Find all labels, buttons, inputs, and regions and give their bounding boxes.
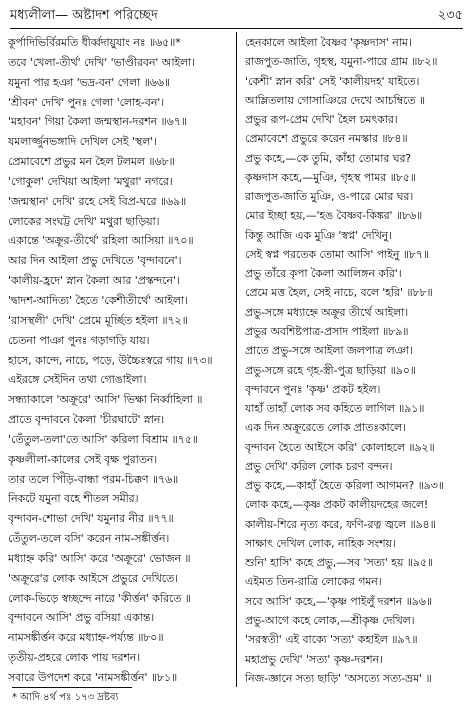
verse-line: চেতনা পাঞা পুনঃ গড়াগড়ি যায়।	[8, 333, 150, 347]
verse-line: এক দিন অক্রূরেতে লোক প্রাতঃকালে।	[245, 421, 406, 435]
verse-line: লোকের সংঘট্ট দেখি' মথুরা ছাড়িয়া।	[8, 214, 160, 228]
verse-line: প্রভু-সঙ্গে রহে গৃহ-স্ত্রী-পুত্র ছাড়িয়া ॥৯০॥	[245, 363, 416, 377]
verse-line: আর দিন আইলা প্রভু দেখিতে 'বৃন্দাবনে'।	[8, 254, 182, 268]
verse-line: প্রভু দেখি' করিল লোক চরণ বন্দন।	[245, 459, 393, 473]
verse-line: 'সরস্বতী' এই বাক্যে 'সত্য' কহাইল ॥৯৭॥	[245, 633, 418, 647]
verse-line: নিকটে যমুনা বহে শীতল সমীর।	[8, 492, 139, 506]
page-number: ২৩৫	[437, 7, 463, 23]
verse-line: প্রেমাবেশে প্রভুরে করেন নমস্কার ॥৮৪॥	[245, 132, 408, 146]
verse-line: বৃন্দাবন-শোভা দেখি' যমুনার নীর ॥৭৭॥	[8, 512, 174, 526]
verse-line: হাসে, কান্দে, নাচে, পড়ে, উচ্চৈঃস্বরে গায় ॥৭৩॥	[8, 353, 213, 367]
verse-line: মহাপ্রভু দেখি' 'সত্য' কৃষ্ণ-দরশন।	[245, 652, 383, 666]
verse-line: বৃন্দাবনে আসি' প্রভু বসিয়া একান্ত।	[8, 611, 155, 625]
verse-line: শুনি' হাসি' কহে প্রভু,—সব 'সত্য' হয় ॥৯৫॥	[245, 556, 433, 570]
verse-line: এইরঙ্গে সেইদিন তথা গোঙাইলা।	[8, 373, 147, 387]
verse-line: নিজ-জ্ঞানে সত্য ছাড়ি' 'অসত্যে সত্য-ভ্রম' ॥	[245, 671, 432, 685]
verse-line: 'মহাবন' গিয়া কৈলা জন্মস্থান-দরশন ॥৬৭॥	[8, 115, 187, 129]
verse-line: প্রভুর রূপ-প্রেম দেখি' হৈল চমৎকার।	[245, 113, 398, 127]
verse-line: কৃষ্ণদাস কহে,—মুঞি, গৃহস্থ পামর ॥৮৫॥	[245, 170, 416, 184]
verse-line: তৃতীয়-প্রহরে লোক পায় দরশন।	[8, 651, 141, 665]
page-header	[10, 4, 463, 29]
verse-line: প্রভু-সঙ্গে মধ্যাহ্নে অক্রূর তীর্থে আইলা।	[245, 305, 409, 319]
verse-line: 'গোকুল' দেখিয়া আইলা 'মথুরা' নগরে।	[8, 174, 173, 188]
verse-line: মোর ইচ্ছা হয়,—'হঙ বৈষ্ণব-কিঙ্কর' ॥৮৬॥	[245, 209, 423, 223]
verse-line: তেঁতুল-তলে বসি' করেন নাম-সঙ্কীর্ত্তন।	[8, 532, 170, 546]
verse-line: লোক কহে,—কৃষ্ণ প্রকট কালীয়দহের জলে!	[245, 498, 429, 512]
verse-line: সবে আসি' কহে,—'কৃষ্ণ পাইলুঁ দরশন ॥৯৬॥	[245, 594, 432, 608]
chapter-title: মধ্যলীলা— অষ্টাদশ পরিচ্ছেদ	[10, 7, 158, 23]
verse-line: সন্ধ্যাকালে 'অক্রূরে' আসি' ভিক্ষা নির্ব্বাহিলা ॥	[8, 393, 203, 407]
verse-line: তার তলে পিঁড়ি-বান্ধা পরম-চিক্কণ ॥৭৬॥	[8, 472, 179, 486]
verse-line: যাহাঁ তাহাঁ লোক সব কহিতে লাগিল ॥৯১॥	[245, 402, 425, 416]
verse-line: বৃন্দাবন হৈতে আইসে করি' কোলাহলে ॥৯২॥	[245, 440, 435, 454]
verse-line: 'দ্বাদশ-আদিত্য' হৈতে 'কেশীতীর্থে' আইলা।	[8, 293, 188, 307]
verse-line: রাজপুত-জাতি মুঞি, ও-পারে মোর ঘর।	[245, 190, 414, 204]
verse-line: মধ্যাহ্ন করি' আসি' করে 'অক্রূরে' ভোজন ॥	[8, 551, 191, 565]
verse-line: তবে 'খেলা-তীর্থ' দেখি' 'ভাণ্ডীরবন' আইলা।	[8, 55, 196, 69]
verse-line: প্রেমে মত্ত হৈল, সেই নাচে, বলে 'হরি' ॥৮৮॥	[245, 286, 433, 300]
verse-line: প্রাতে প্রভু-সঙ্গে আইলা জলপাত্র লঞা।	[245, 344, 413, 358]
verse-columns	[8, 32, 467, 687]
verse-line: প্রাতে বৃন্দাবনে কৈলা 'চীরঘাটে' স্নান।	[8, 413, 165, 427]
verse-line: নামসঙ্কীর্ত্তন করে মধ্যাহ্ন-পর্য্যন্ত ॥৮০॥	[8, 631, 164, 645]
verse-line: কিন্তু আজি এক মুঞি 'স্বপ্ন' দেখিনু।	[245, 228, 392, 242]
verse-line: বৃন্দাবনে পুনঃ 'কৃষ্ণ' প্রকট হইল।	[245, 382, 381, 396]
right-column	[237, 32, 467, 687]
verse-line: হেনকালে আইলা বৈষ্ণব 'কৃষ্ণদাস' নাম।	[245, 36, 412, 49]
verse-line: কালীয়-শিরে নৃত্য করে, ফণি-রত্ন জ্বলে ॥৯৪॥	[245, 517, 436, 531]
verse-line: 'কালীয়-হ্রদে' স্নান কৈলা আর 'প্রস্কন্দনে'।	[8, 274, 180, 288]
verse-line: লোক-ভিড়ে স্বচ্ছন্দে নারে 'কীর্ত্তন' করিতে ॥	[8, 591, 191, 605]
verse-line: প্রভু কহে,—কাহাঁ হৈতে করিলা আগমন? ॥৯৩॥	[245, 479, 444, 493]
verse-line: রাজপুত-জাতি, গৃহস্থ, যমুনা-পারে গ্রাম ॥৮২॥	[245, 55, 438, 69]
verse-line: প্রেমাবেশে প্রভুর মন হৈল টলমল ॥৬৮॥	[8, 155, 175, 169]
verse-line: যমুনা পার হঞা 'ভদ্র-বন' গেলা ॥৬৬॥	[8, 75, 170, 89]
verse-line: প্রভুর অবশিষ্টপাত্র-প্রসাদ পাইলা ॥৮৯॥	[245, 324, 409, 338]
verse-line: এইমত তিন-রাত্রি লোকের গমন।	[245, 575, 382, 589]
verse-line: প্রভু-আগে কহে লোক,—শ্রীকৃষ্ণ দেখিল।	[245, 613, 415, 627]
verse-line: যমলার্জ্জুনভঙ্গাদি দেখিল সেই 'স্থল'।	[8, 135, 157, 149]
verse-line: প্রভু কহে,—কে তুমি, কাঁহা তোমার ঘর?	[245, 151, 412, 165]
verse-line: কৃষ্ণলীলা-কালের সেই বৃক্ষ পুরাতন।	[8, 452, 158, 466]
verse-line: একান্তে 'অক্রূর-তীর্থে' রহিলা আসিয়া ॥৭০॥	[8, 234, 194, 248]
verse-line: সাক্ষাৎ দেখিল লোক, নাহিক সংশয়।	[245, 536, 396, 550]
footnote: * আদি ৪র্থ পঃ ১৭৩ দ্রষ্টব্য	[12, 687, 132, 707]
verse-line: সবারে উপদেশ করে 'নামসঙ্কীর্ত্তন' ॥৮১॥	[8, 671, 178, 684]
verse-line: আম্লিতলায় গোসাঞিরে দেখে আচম্বিতে ॥	[245, 93, 426, 107]
verse-line: কূর্পাদিভিৰ্বিরমতি ধীৰ্ব্বদায়ুযাং নঃ ॥৬৫॥*	[8, 36, 181, 49]
left-column	[8, 32, 237, 687]
verse-line: 'কেশী' স্নান করি' সেই 'কালীয়দহ' যাইতে।	[245, 74, 420, 88]
verse-line: 'তেঁতুল-তলা'তে আসি' করিলা বিশ্রাম ॥৭৫॥	[8, 432, 198, 446]
verse-line: 'রাসস্থলী' দেখি' প্রেমে মূর্চ্ছিত হইলা ॥৭২॥	[8, 313, 188, 327]
verse-line: 'শ্রীবন' দেখি' পুনঃ গেলা 'লোহ-বন'।	[8, 95, 165, 109]
verse-line: সেই স্বপ্ন পরতেক তোমা আসি' পাইনু ॥৮৭॥	[245, 247, 429, 261]
verse-line: প্রভু তাঁরে কৃপা কৈলা আলিঙ্গন করি'।	[245, 267, 402, 281]
verse-line: 'জন্মস্থান' দেখি' রহে সেই বিপ্র-ঘরে ॥৬৯॥	[8, 194, 187, 208]
verse-line: 'অক্রূরে'র লোক আইসে প্রভুরে দেখিতে।	[8, 571, 178, 585]
